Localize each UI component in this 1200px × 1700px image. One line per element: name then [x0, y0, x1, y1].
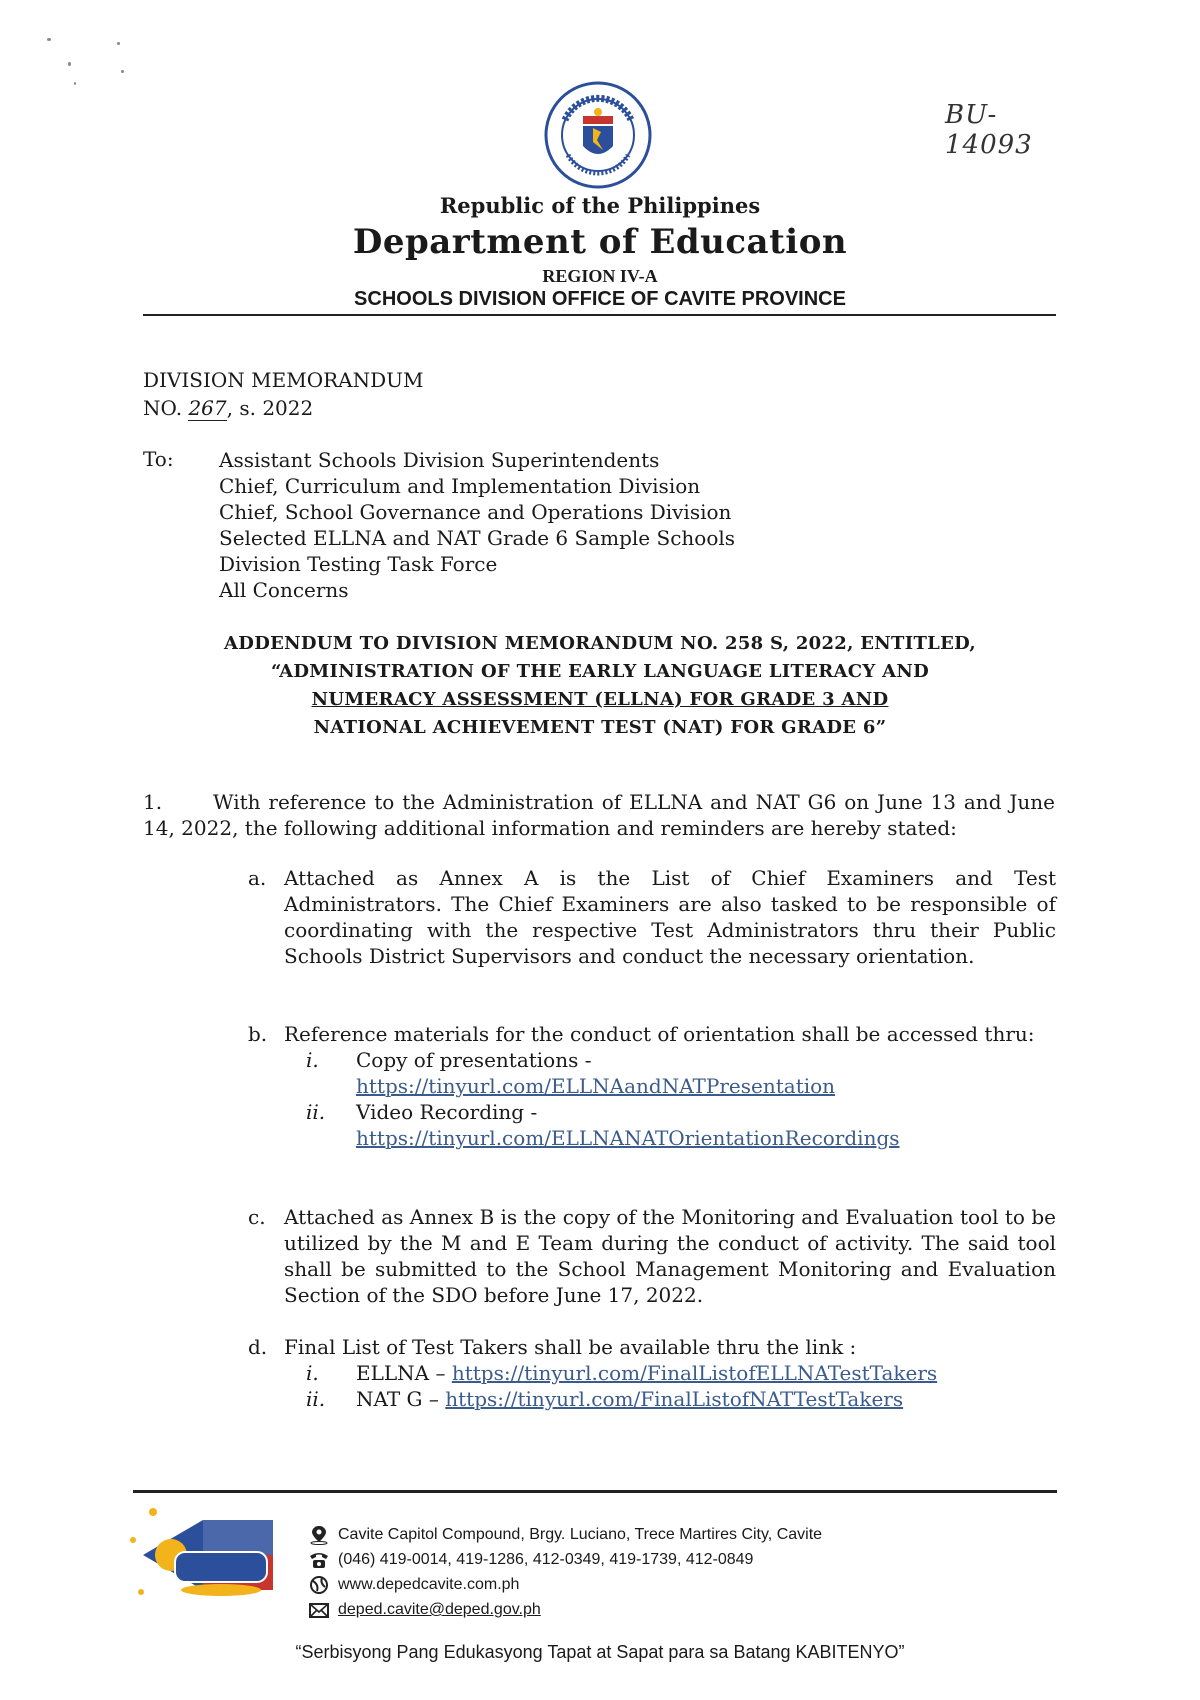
sub-item-numeral: ii. — [306, 1100, 326, 1124]
nat-test-takers-link[interactable]: https://tinyurl.com/FinalListofNATTestTakers — [445, 1387, 904, 1411]
sub-item-label: Copy of presentations - — [356, 1048, 592, 1072]
email-text[interactable]: deped.cavite@deped.gov.ph — [338, 1601, 541, 1618]
scan-speck — [47, 38, 51, 41]
to-label: To: — [143, 447, 174, 471]
sub-item-label: Video Recording - — [356, 1100, 538, 1124]
recipient-item: Selected ELLNA and NAT Grade 6 Sample Schools — [219, 526, 736, 550]
memo-type: DIVISION MEMORANDUM — [143, 368, 424, 392]
phone-text: (046) 419-0014, 419-1286, 412-0349, 419-1739, 412-0849 — [338, 1551, 754, 1568]
scan-speck — [74, 82, 76, 85]
header-divider — [143, 314, 1056, 316]
footer-phone — [308, 1548, 753, 1572]
item-letter: a. — [248, 866, 267, 890]
scan-speck — [117, 42, 120, 45]
footer-motto: “Serbisyong Pang Edukasyong Tapat at Sapat para sa Batang KABITENYO” — [295, 1642, 905, 1662]
scan-speck — [68, 62, 71, 66]
footer-email — [308, 1598, 541, 1622]
title-line-4: NATIONAL ACHIEVEMENT TEST (NAT) FOR GRADE 6” — [313, 717, 887, 738]
memo-number-line — [143, 396, 313, 421]
item-text: Attached as Annex B is the copy of the Monitoring and Evaluation tool to be utilized by the M and E Team during the conduct of activity. The said tool shall be submitted to the School Management Monitoring and Evaluation Section of the SDO before June 17, 2022. — [284, 1205, 1056, 1307]
recipient-item: Assistant Schools Division Superintendents — [219, 448, 660, 472]
sub-item-numeral: ii. — [306, 1387, 326, 1411]
item-letter: c. — [248, 1205, 266, 1229]
item-letter: d. — [248, 1335, 268, 1359]
memo-series: , s. 2022 — [226, 396, 314, 420]
envelope-icon — [308, 1600, 330, 1620]
region-heading: REGION IV-A — [542, 266, 658, 286]
paragraph-1 — [143, 789, 1055, 841]
location-pin-icon — [308, 1525, 330, 1545]
website-text[interactable]: www.depedcavite.com.ph — [338, 1576, 520, 1593]
sub-item-numeral: i. — [306, 1361, 319, 1385]
scan-speck — [121, 70, 124, 73]
address-text: Cavite Capitol Compound, Brgy. Luciano, Trece Martires City, Cavite — [338, 1526, 823, 1543]
item-text: Attached as Annex A is the List of Chief Examiners and Test Administrators. The Chief Examiners are also tasked to be responsible of coordinating with the respective Test Administrators thru their Public Schools District Supervisors and conduct the necessary orientation. — [284, 866, 1056, 968]
memo-title — [150, 630, 1050, 742]
footer-address — [308, 1523, 822, 1547]
item-d — [248, 1334, 1056, 1412]
sub-item-numeral: i. — [306, 1048, 319, 1072]
footer-website — [308, 1573, 519, 1597]
sub-item — [284, 1099, 1056, 1151]
handwritten-reference-note: BU-14093 — [945, 100, 1033, 160]
recipient-item: Chief, Curriculum and Implementation Division — [219, 474, 701, 498]
office-heading: SCHOOLS DIVISION OFFICE OF CAVITE PROVINCE — [354, 288, 846, 310]
globe-icon — [308, 1575, 330, 1595]
deped-seal-logo — [543, 80, 653, 190]
department-heading: Department of Education — [352, 222, 848, 262]
deped-cavite-logo — [123, 1500, 283, 1610]
item-text: Final List of Test Takers shall be available thru the link : — [284, 1335, 857, 1359]
memo-number: 267 — [188, 396, 227, 420]
telephone-icon — [308, 1550, 330, 1570]
paragraph-text: With reference to the Administration of ELLNA and NAT G6 on June 13 and June 14, 2022, the following additional information and reminders are hereby stated: — [143, 790, 1055, 840]
footer-divider — [133, 1490, 1057, 1493]
ellna-test-takers-link[interactable]: https://tinyurl.com/FinalListofELLNATestTakers — [451, 1361, 938, 1385]
sub-item — [284, 1047, 1056, 1099]
recipient-list — [219, 447, 735, 603]
item-letter: b. — [248, 1022, 268, 1046]
presentation-link[interactable]: https://tinyurl.com/ELLNAandNATPresentation — [356, 1074, 836, 1098]
item-c — [248, 1204, 1056, 1308]
recipient-item: Chief, School Governance and Operations Division — [219, 500, 732, 524]
title-line-3: NUMERACY ASSESSMENT (ELLNA) FOR GRADE 3 AND — [311, 689, 889, 710]
item-a — [248, 865, 1056, 969]
memo-no-prefix: NO. — [143, 396, 183, 420]
recipient-item: Division Testing Task Force — [219, 552, 498, 576]
item-b — [248, 1021, 1056, 1151]
title-line-2: “ADMINISTRATION OF THE EARLY LANGUAGE LITERACY AND — [270, 661, 930, 682]
sub-item — [284, 1360, 1056, 1386]
sub-item-label: ELLNA – — [356, 1361, 446, 1385]
recipient-item: All Concerns — [219, 578, 349, 602]
sub-item-label: NAT G – — [356, 1387, 439, 1411]
item-text: Reference materials for the conduct of orientation shall be accessed thru: — [284, 1022, 1035, 1046]
paragraph-number: 1. — [143, 790, 163, 814]
republic-heading: Republic of the Philippines — [439, 193, 761, 218]
title-line-1: ADDENDUM TO DIVISION MEMORANDUM NO. 258 S, 2022, ENTITLED, — [224, 633, 976, 654]
sub-item — [284, 1386, 1056, 1412]
recording-link[interactable]: https://tinyurl.com/ELLNANATOrientationRecordings — [356, 1126, 900, 1150]
